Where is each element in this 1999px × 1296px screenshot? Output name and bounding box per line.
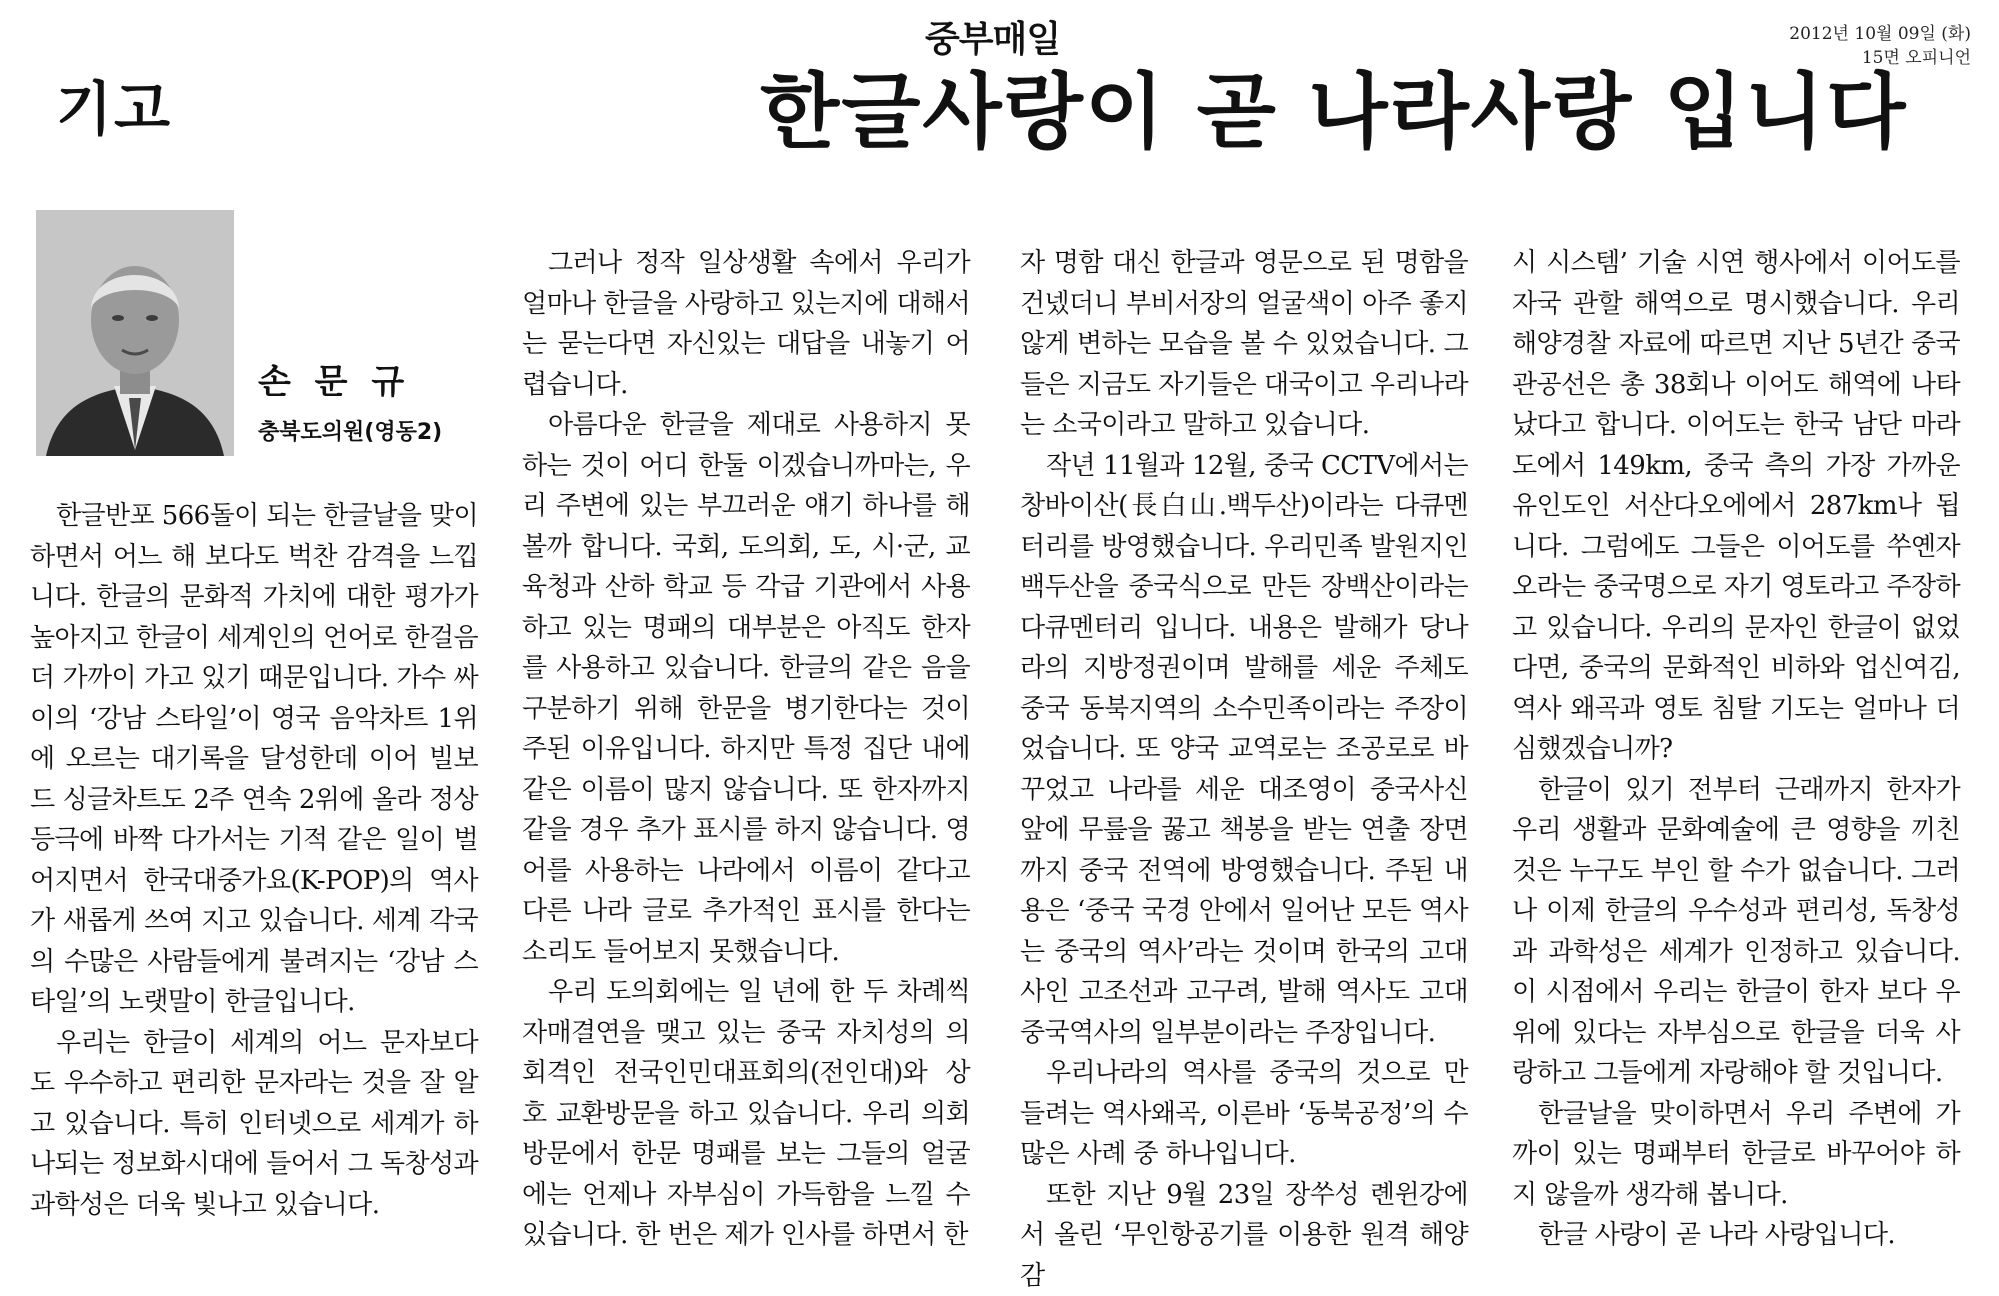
masthead-text: 중부매일 [925,19,1060,60]
author-photo [36,210,234,456]
paragraph: 또한 지난 9월 23일 장쑤성 롄윈강에서 올린 ‘무인항공기를 이용한 원격 해양 감 [1020,1175,1468,1296]
paragraph: 우리나라의 역사를 중국의 것으로 만들려는 역사왜곡, 이른바 ‘동북공정’의 수많은 사례 중 하나입니다. [1020,1053,1468,1175]
paragraph: 시 시스템’ 기술 시연 행사에서 이어도를 자국 관할 해역으로 명시했습니다. 우리 해양경찰 자료에 따르면 지난 5년간 중국 관공선은 총 38회나 이어도 해역에 나타났다고 합니다. 이어도는 한국 남단 마라도에서 149km, 중국 측의 가장 가까운 유인도인 서산다오에에서 287km나 됩니다. 그럼에도 그들은 이어도를 쑤옌자오라는 중국명으로 자기 영토라고 주장하고 있습니다. 우리의 문자인 한글이 없었다면, 중국의 문화적인 비하와 업신여김, 역사 왜곡과 영토 침탈 기도는 얼마나 더 심했겠습니까? [1512,243,1960,770]
publish-date: 2012년 10월 09일 (화) [1789,22,1971,46]
paragraph: 작년 11월과 12월, 중국 CCTV에서는 창바이산(長白山.백두산)이라는 다큐멘터리를 방영했습니다. 우리민족 발원지인 백두산을 중국식으로 만든 장백산이라는 다큐멘터리 입니다. 내용은 발해가 당나라의 지방정권이며 발해를 세운 주체도 중국 동북지역의 소수민족이라는 주장이었습니다. 또 양국 교역로는 조공로로 바꾸었고 나라를 세운 대조영이 중국사신 앞에 무릎을 꿇고 책봉을 받는 연출 장면까지 중국 전역에 방영했습니다. 주된 내용은 ‘중국 국경 안에서 일어난 모든 역사는 중국의 역사’라는 것이며 한국의 고대사인 고조선과 고구려, 발해 역사도 고대 중국역사의 일부분이라는 주장입니다. [1020,446,1468,1054]
page-section: 15면 오피니언 [1789,46,1971,70]
paragraph: 자 명함 대신 한글과 영문으로 된 명함을 건넸더니 부비서장의 얼굴색이 아주 좋지 않게 변하는 모습을 볼 수 있었습니다. 그들은 지금도 자기들은 대국이고 우리나라는 소국이라고 말하고 있습니다. [1020,243,1468,446]
article-column-4 [1512,243,1960,1256]
paragraph: 한글 사랑이 곧 나라 사랑입니다. [1512,1215,1960,1256]
article-headline: 한글사랑이 곧 나라사랑 입니다 [760,72,1907,154]
paragraph: 한글반포 566돌이 되는 한글날을 맞이하면서 어느 해 보다도 벅찬 감격을 느낍니다. 한글의 문화적 가치에 대한 평가가 높아지고 한글이 세계인의 언어로 한걸음 더 가까이 가고 있기 때문입니다. 가수 싸이의 ‘강남 스타일’이 영국 음악차트 1위에 오르는 대기록을 달성한데 이어 빌보드 싱글차트도 2주 연속 2위에 올라 정상 등극에 바짝 다가서는 기적 같은 일이 벌어지면서 한국대중가요(K-POP)의 역사가 새롭게 쓰여 지고 있습니다. 세계 각국의 수많은 사람들에게 불려지는 ‘강남 스타일’의 노랫말이 한글입니다. [30,496,478,1023]
article-column-2 [522,243,970,1256]
newspaper-masthead [925,22,1060,58]
paragraph: 아름다운 한글을 제대로 사용하지 못하는 것이 어디 한둘 이겠습니까마는, 우리 주변에 있는 부끄러운 얘기 하나를 해 볼까 합니다. 국회, 도의회, 도, 시·군, 교육청과 산하 학교 등 각급 기관에서 사용하고 있는 명패의 대부분은 아직도 한자를 사용하고 있습니다. 한글의 같은 음을 구분하기 위해 한문을 병기한다는 것이 주된 이유입니다. 하지만 특정 집단 내에 같은 이름이 많지 않습니다. 또 한자까지 같을 경우 추가 표시를 하지 않습니다. 영어를 사용하는 나라에서 이름이 같다고 다른 나라 글로 추가적인 표시를 한다는 소리도 들어보지 못했습니다. [522,405,970,972]
dateline [1789,22,1971,70]
author-name: 손 문 규 [258,365,410,399]
article-column-1 [30,496,478,1225]
author-title: 충북도의원(영동2) [258,422,442,444]
section-label: 기고 [56,80,172,138]
article-column-3 [1020,243,1468,1296]
paragraph: 한글날을 맞이하면서 우리 주변에 가까이 있는 명패부터 한글로 바꾸어야 하지 않을까 생각해 봅니다. [1512,1094,1960,1216]
paragraph: 한글이 있기 전부터 근래까지 한자가 우리 생활과 문화예술에 큰 영향을 끼친 것은 누구도 부인 할 수가 없습니다. 그러나 이제 한글의 우수성과 편리성, 독창성과 과학성은 세계가 인정하고 있습니다. 이 시점에서 우리는 한글이 한자 보다 우위에 있다는 자부심으로 한글을 더욱 사랑하고 그들에게 자랑해야 할 것입니다. [1512,770,1960,1094]
paragraph: 우리 도의회에는 일 년에 한 두 차례씩 자매결연을 맺고 있는 중국 자치성의 의회격인 전국인민대표회의(전인대)와 상호 교환방문을 하고 있습니다. 우리 의회 방문에서 한문 명패를 보는 그들의 얼굴에는 언제나 자부심이 가득함을 느낄 수 있습니다. 한 번은 제가 인사를 하면서 한 [522,972,970,1256]
paragraph: 우리는 한글이 세계의 어느 문자보다도 우수하고 편리한 문자라는 것을 잘 알고 있습니다. 특히 인터넷으로 세계가 하나되는 정보화시대에 들어서 그 독창성과 과학성은 더욱 빛나고 있습니다. [30,1023,478,1226]
paragraph: 그러나 정작 일상생활 속에서 우리가 얼마나 한글을 사랑하고 있는지에 대해서는 묻는다면 자신있는 대답을 내놓기 어렵습니다. [522,243,970,405]
